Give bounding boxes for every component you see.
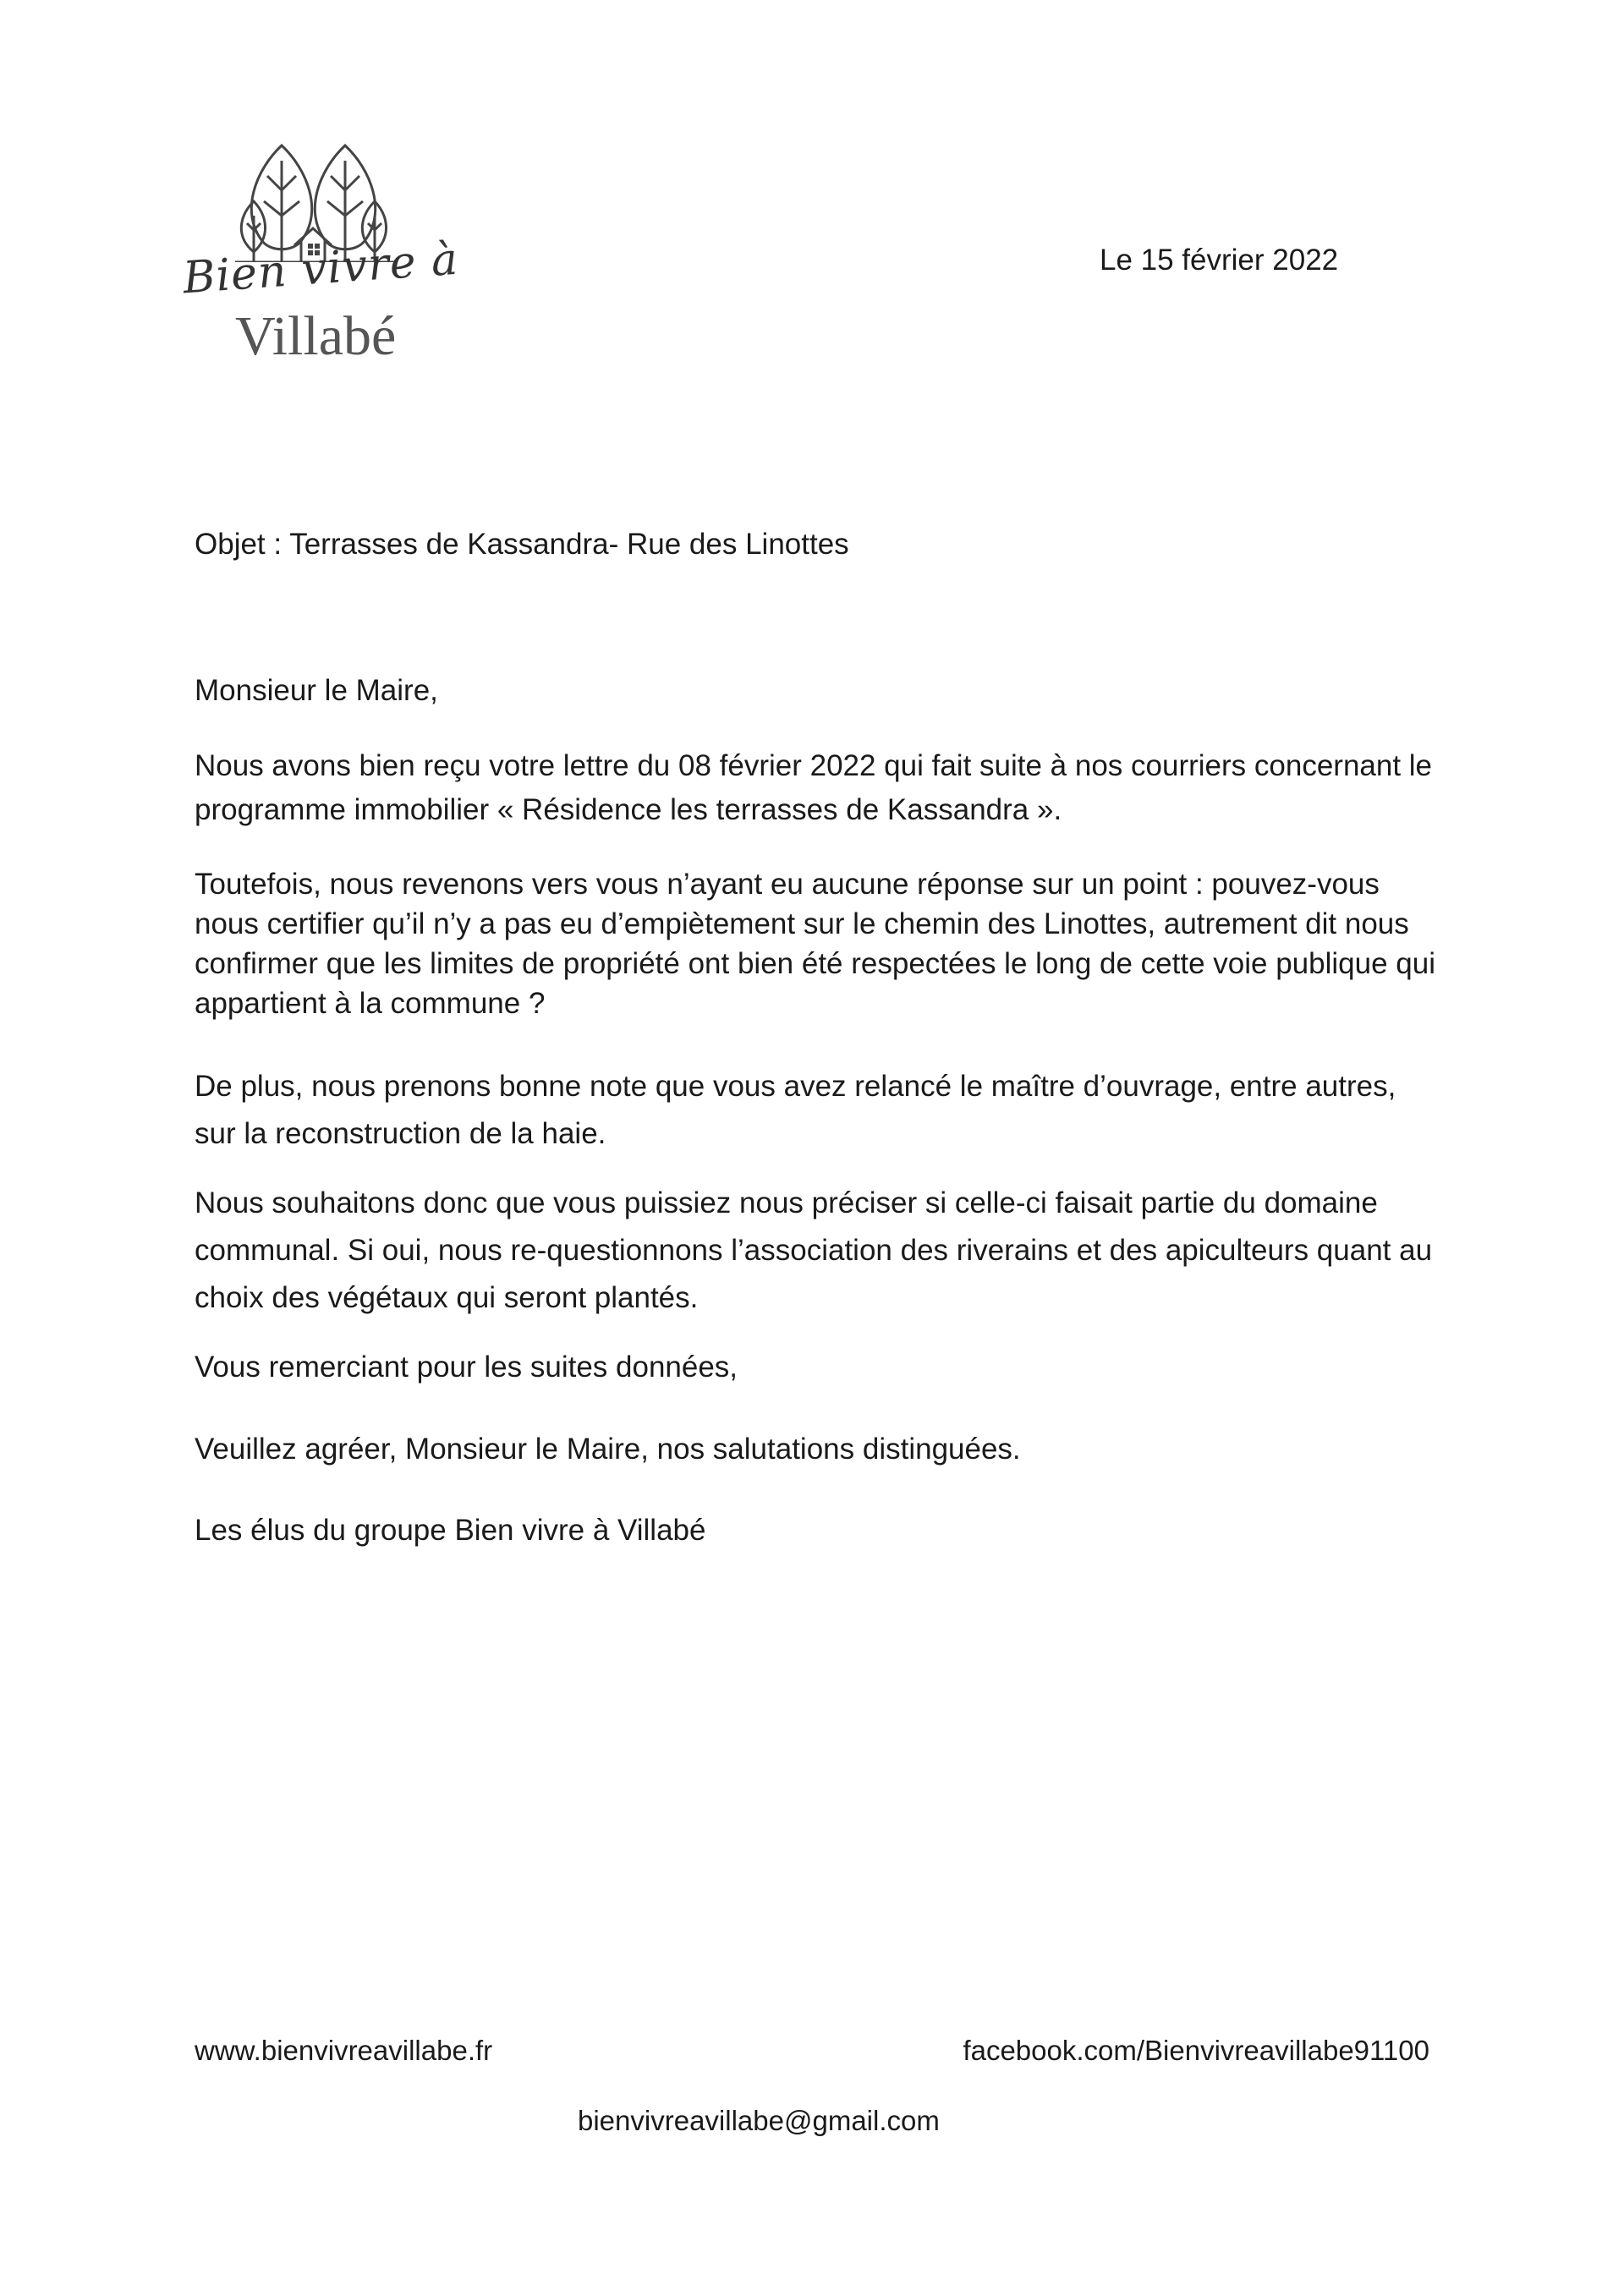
letter-salutation: Monsieur le Maire,: [195, 674, 438, 707]
logo-name-text: Villabé: [235, 305, 397, 367]
paragraph-6: Veuillez agréer, Monsieur le Maire, nos salutations distinguées.: [195, 1433, 1021, 1466]
letter-subject: Objet : Terrasses de Kassandra- Rue des Linottes: [195, 528, 849, 561]
footer-email: bienvivreavillabe@gmail.com: [578, 2105, 940, 2136]
paragraph-1: Nous avons bien reçu votre lettre du 08 février 2022 qui fait suite à nos courriers concernant le programme immobilier « Résidence les terrasses de Kassandra ».: [195, 749, 1433, 826]
paragraph-5: Vous remerciant pour les suites données,: [195, 1351, 738, 1384]
footer-website: www.bienvivreavillabe.fr: [195, 2035, 493, 2066]
paragraph-3: De plus, nous prenons bonne note que vous avez relancé le maître d’ouvrage, entre autres, sur la reconstruction de la haie.: [195, 1070, 1396, 1150]
paragraph-4: Nous souhaitons donc que vous puissiez nous préciser si celle-ci faisait partie du domaine communal. Si oui, nous re-questionnons l’association des riverains et des apiculteurs quant au choix des végétaux qui seront plantés.: [195, 1186, 1433, 1314]
letter-date: Le 15 février 2022: [1100, 244, 1339, 277]
logo: [176, 135, 464, 381]
paragraph-2: Toutefois, nous revenons vers vous n’ayant eu aucune réponse sur un point : pouvez-vous nous certifier qu’il n’y a pas eu d’empiètement sur le chemin des Linottes, autrement dit nous confirmer que les limites de propriété ont bien été respectées le long de cette voie publique qui appartient à la commune ?: [195, 868, 1435, 1020]
footer-facebook: facebook.com/Bienvivreavillabe91100: [963, 2035, 1429, 2066]
signature-line: Les élus du groupe Bien vivre à Villabé: [195, 1514, 706, 1547]
logo-script-text: Bien vivre à: [181, 233, 460, 304]
